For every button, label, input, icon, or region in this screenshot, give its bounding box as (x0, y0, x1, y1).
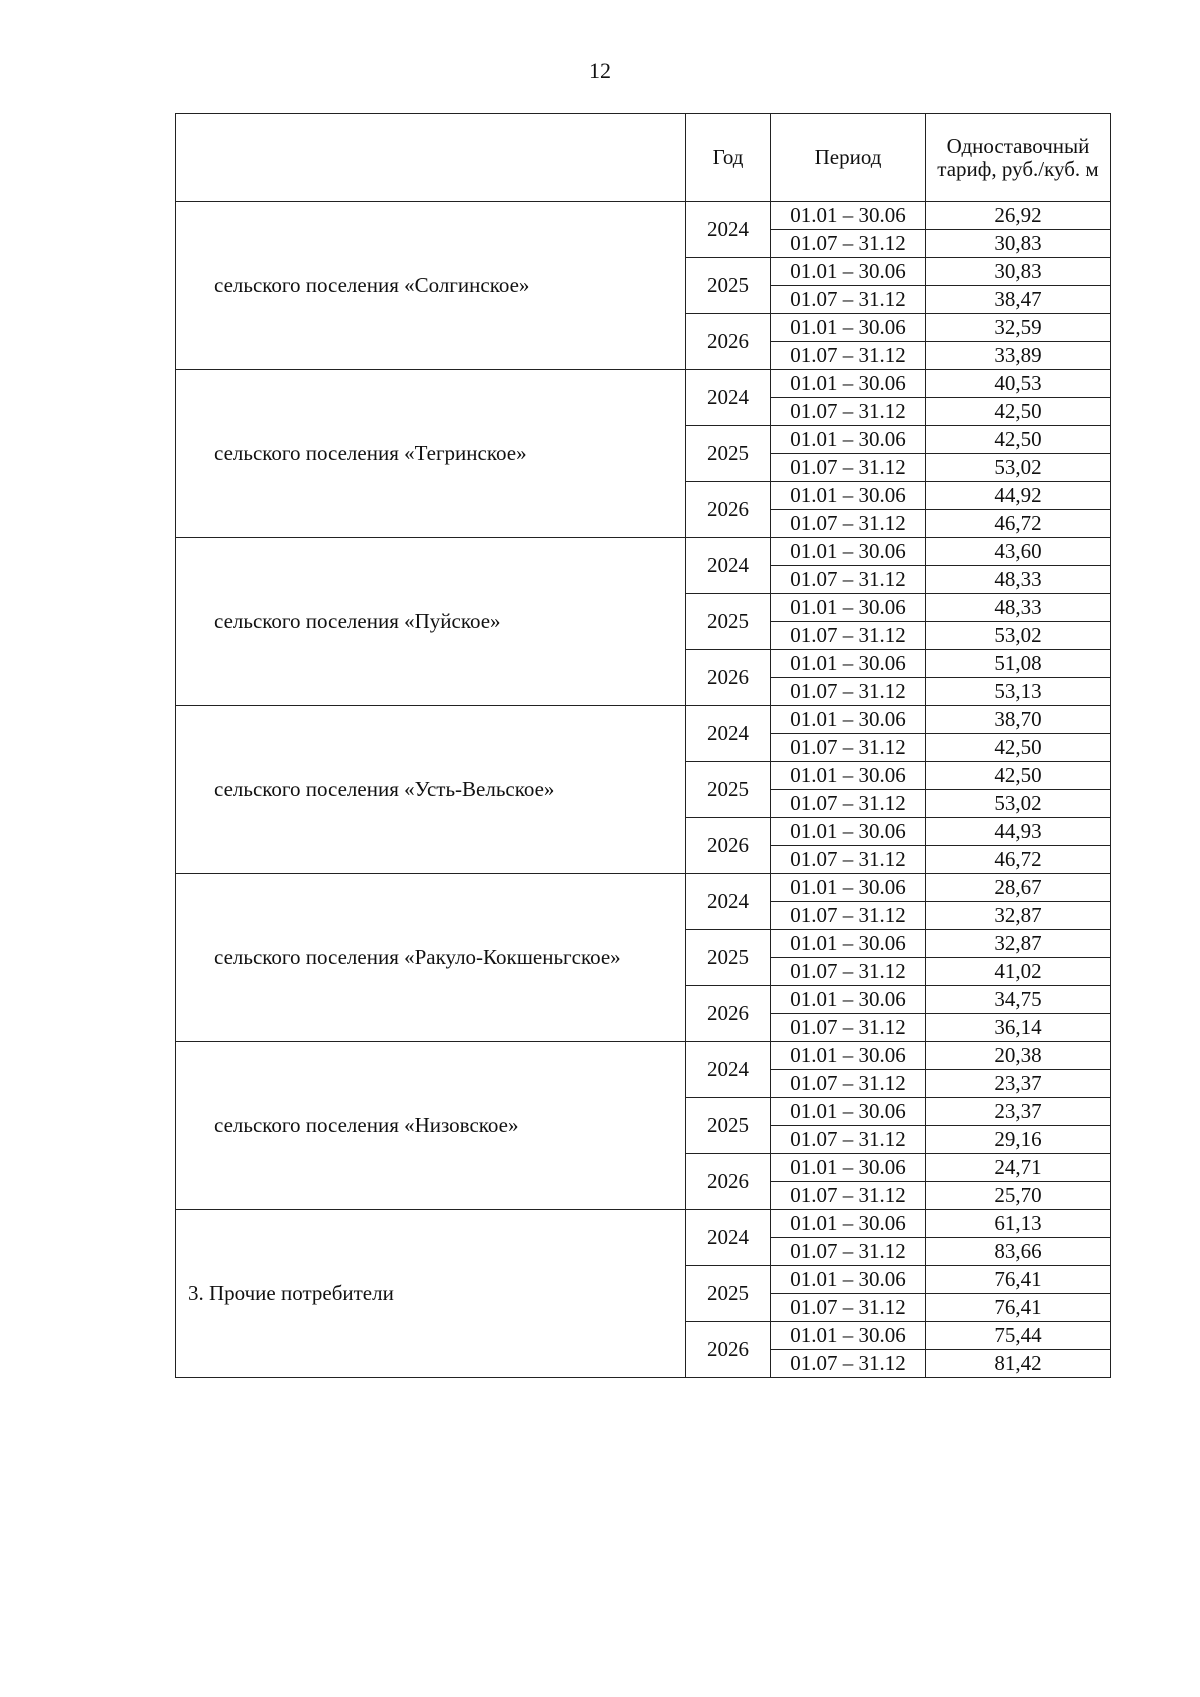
tariff-cell: 29,16 (926, 1126, 1111, 1154)
period-cell: 01.01 – 30.06 (771, 1154, 926, 1182)
period-cell: 01.01 – 30.06 (771, 538, 926, 566)
consumer-name-cell: сельского поселения «Солгинское» (176, 202, 686, 370)
period-cell: 01.07 – 31.12 (771, 286, 926, 314)
year-cell: 2026 (686, 818, 771, 874)
consumer-name-cell: сельского поселения «Низовское» (176, 1042, 686, 1210)
header-period: Период (771, 114, 926, 202)
period-cell: 01.01 – 30.06 (771, 1266, 926, 1294)
header-consumer (176, 114, 686, 202)
period-cell: 01.01 – 30.06 (771, 930, 926, 958)
header-row (176, 114, 1111, 202)
tariff-cell: 26,92 (926, 202, 1111, 230)
tariff-cell: 43,60 (926, 538, 1111, 566)
table-body (176, 202, 1111, 1378)
period-cell: 01.07 – 31.12 (771, 790, 926, 818)
year-cell: 2025 (686, 426, 771, 482)
tariff-cell: 23,37 (926, 1070, 1111, 1098)
period-cell: 01.01 – 30.06 (771, 818, 926, 846)
tariff-cell: 61,13 (926, 1210, 1111, 1238)
year-cell: 2024 (686, 1042, 771, 1098)
year-cell: 2026 (686, 650, 771, 706)
period-cell: 01.07 – 31.12 (771, 398, 926, 426)
period-cell: 01.01 – 30.06 (771, 202, 926, 230)
tariff-cell: 38,70 (926, 706, 1111, 734)
table-header (176, 114, 1111, 202)
year-cell: 2025 (686, 930, 771, 986)
year-cell: 2024 (686, 874, 771, 930)
consumer-name-cell: сельского поселения «Пуйское» (176, 538, 686, 706)
period-cell: 01.07 – 31.12 (771, 454, 926, 482)
period-cell: 01.01 – 30.06 (771, 258, 926, 286)
period-cell: 01.07 – 31.12 (771, 1182, 926, 1210)
tariff-cell: 42,50 (926, 398, 1111, 426)
period-cell: 01.07 – 31.12 (771, 1294, 926, 1322)
tariff-cell: 46,72 (926, 510, 1111, 538)
consumer-name-cell: сельского поселения «Тегринское» (176, 370, 686, 538)
period-cell: 01.07 – 31.12 (771, 622, 926, 650)
tariff-cell: 30,83 (926, 230, 1111, 258)
tariff-cell: 44,92 (926, 482, 1111, 510)
tariff-cell: 36,14 (926, 1014, 1111, 1042)
table-row (176, 370, 1111, 398)
year-cell: 2025 (686, 1098, 771, 1154)
tariff-table (175, 113, 1111, 1378)
header-year: Год (686, 114, 771, 202)
period-cell: 01.07 – 31.12 (771, 678, 926, 706)
year-cell: 2026 (686, 314, 771, 370)
period-cell: 01.07 – 31.12 (771, 1350, 926, 1378)
year-cell: 2026 (686, 1154, 771, 1210)
table-row (176, 202, 1111, 230)
page-number: 12 (589, 58, 611, 83)
tariff-cell: 24,71 (926, 1154, 1111, 1182)
period-cell: 01.07 – 31.12 (771, 1126, 926, 1154)
year-cell: 2026 (686, 1322, 771, 1378)
tariff-cell: 81,42 (926, 1350, 1111, 1378)
tariff-cell: 83,66 (926, 1238, 1111, 1266)
year-cell: 2024 (686, 1210, 771, 1266)
tariff-cell: 32,59 (926, 314, 1111, 342)
table-row (176, 538, 1111, 566)
tariff-cell: 53,13 (926, 678, 1111, 706)
tariff-cell: 20,38 (926, 1042, 1111, 1070)
tariff-cell: 76,41 (926, 1266, 1111, 1294)
tariff-cell: 53,02 (926, 454, 1111, 482)
period-cell: 01.01 – 30.06 (771, 594, 926, 622)
tariff-cell: 40,53 (926, 370, 1111, 398)
period-cell: 01.01 – 30.06 (771, 1042, 926, 1070)
tariff-cell: 51,08 (926, 650, 1111, 678)
year-cell: 2024 (686, 538, 771, 594)
tariff-cell: 41,02 (926, 958, 1111, 986)
tariff-cell: 32,87 (926, 930, 1111, 958)
period-cell: 01.07 – 31.12 (771, 846, 926, 874)
tariff-cell: 28,67 (926, 874, 1111, 902)
year-cell: 2025 (686, 1266, 771, 1322)
year-cell: 2024 (686, 706, 771, 762)
period-cell: 01.07 – 31.12 (771, 1238, 926, 1266)
tariff-cell: 75,44 (926, 1322, 1111, 1350)
period-cell: 01.07 – 31.12 (771, 510, 926, 538)
tariff-cell: 34,75 (926, 986, 1111, 1014)
header-tariff: Одноставочный тариф, руб./куб. м (926, 114, 1111, 202)
tariff-cell: 76,41 (926, 1294, 1111, 1322)
tariff-cell: 33,89 (926, 342, 1111, 370)
consumer-name-cell: сельского поселения «Усть-Вельское» (176, 706, 686, 874)
period-cell: 01.01 – 30.06 (771, 762, 926, 790)
period-cell: 01.01 – 30.06 (771, 874, 926, 902)
tariff-cell: 42,50 (926, 734, 1111, 762)
period-cell: 01.07 – 31.12 (771, 1070, 926, 1098)
period-cell: 01.01 – 30.06 (771, 1210, 926, 1238)
table-row (176, 1210, 1111, 1238)
year-cell: 2025 (686, 258, 771, 314)
tariff-cell: 42,50 (926, 426, 1111, 454)
tariff-cell: 53,02 (926, 790, 1111, 818)
tariff-cell: 46,72 (926, 846, 1111, 874)
period-cell: 01.01 – 30.06 (771, 314, 926, 342)
period-cell: 01.07 – 31.12 (771, 902, 926, 930)
period-cell: 01.07 – 31.12 (771, 1014, 926, 1042)
period-cell: 01.07 – 31.12 (771, 342, 926, 370)
period-cell: 01.01 – 30.06 (771, 370, 926, 398)
tariff-cell: 42,50 (926, 762, 1111, 790)
consumer-name-cell: 3. Прочие потребители (176, 1210, 686, 1378)
period-cell: 01.07 – 31.12 (771, 230, 926, 258)
tariff-cell: 30,83 (926, 258, 1111, 286)
period-cell: 01.07 – 31.12 (771, 958, 926, 986)
tariff-cell: 25,70 (926, 1182, 1111, 1210)
period-cell: 01.07 – 31.12 (771, 734, 926, 762)
year-cell: 2024 (686, 202, 771, 258)
tariff-cell: 53,02 (926, 622, 1111, 650)
tariff-cell: 32,87 (926, 902, 1111, 930)
period-cell: 01.01 – 30.06 (771, 706, 926, 734)
table-row (176, 706, 1111, 734)
period-cell: 01.01 – 30.06 (771, 482, 926, 510)
consumer-name-cell: сельского поселения «Ракуло-Кокшеньгское» (176, 874, 686, 1042)
period-cell: 01.01 – 30.06 (771, 1322, 926, 1350)
year-cell: 2025 (686, 762, 771, 818)
period-cell: 01.07 – 31.12 (771, 566, 926, 594)
year-cell: 2024 (686, 370, 771, 426)
year-cell: 2025 (686, 594, 771, 650)
period-cell: 01.01 – 30.06 (771, 650, 926, 678)
year-cell: 2026 (686, 482, 771, 538)
period-cell: 01.01 – 30.06 (771, 426, 926, 454)
table-row (176, 874, 1111, 902)
year-cell: 2026 (686, 986, 771, 1042)
tariff-cell: 48,33 (926, 566, 1111, 594)
tariff-cell: 48,33 (926, 594, 1111, 622)
tariff-cell: 44,93 (926, 818, 1111, 846)
tariff-cell: 23,37 (926, 1098, 1111, 1126)
period-cell: 01.01 – 30.06 (771, 986, 926, 1014)
table-row (176, 1042, 1111, 1070)
tariff-cell: 38,47 (926, 286, 1111, 314)
period-cell: 01.01 – 30.06 (771, 1098, 926, 1126)
